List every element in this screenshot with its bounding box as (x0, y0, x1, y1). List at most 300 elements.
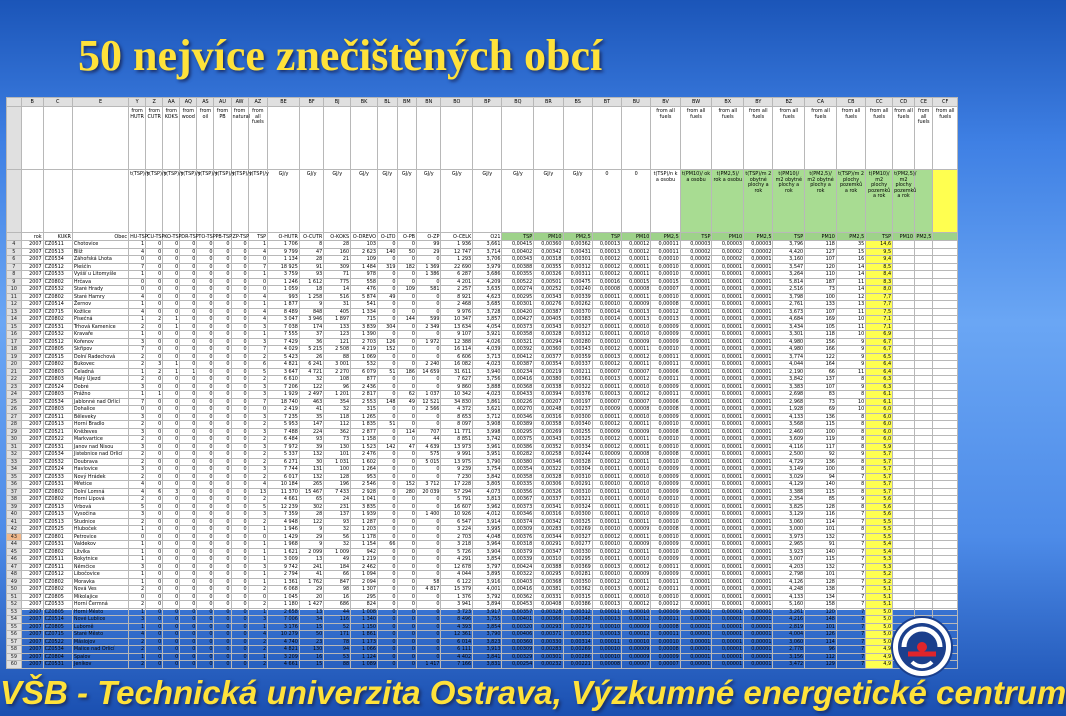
table-cell[interactable] (893, 316, 915, 324)
table-cell[interactable]: 11 (836, 308, 865, 316)
table-cell[interactable]: 62 (397, 391, 417, 399)
table-row[interactable] (7, 413, 958, 421)
table-cell[interactable]: 7,5 (866, 308, 893, 316)
table-cell[interactable]: 152 (397, 481, 417, 489)
table-cell[interactable]: 0,00001 (744, 406, 773, 414)
table-cell[interactable]: 0,00394 (534, 391, 563, 399)
table-cell[interactable]: 0,00337 (534, 496, 563, 504)
table-cell[interactable]: 1 939 (351, 511, 378, 519)
table-cell[interactable]: 0 (180, 638, 197, 646)
table-cell[interactable]: 1 124 (351, 653, 378, 661)
table-cell[interactable] (933, 398, 958, 406)
table-cell[interactable]: 0 (397, 331, 417, 339)
table-cell[interactable]: 0 (214, 248, 231, 256)
table-cell[interactable]: 0,00009 (651, 608, 680, 616)
table-cell[interactable]: 3 835 (351, 503, 378, 511)
table-cell[interactable]: 0 (377, 586, 397, 594)
table-cell[interactable]: 1 069 (351, 353, 378, 361)
column-header[interactable]: AW (231, 98, 248, 107)
table-cell[interactable]: 0 (163, 601, 180, 609)
table-cell[interactable]: 0 (197, 436, 214, 444)
header-cell[interactable] (43, 170, 72, 233)
table-cell[interactable]: 0,00001 (680, 383, 712, 391)
table-cell[interactable]: 2 703 (351, 338, 378, 346)
table-cell[interactable]: 0 (214, 286, 231, 294)
table-cell[interactable]: 847 (324, 578, 351, 586)
table-cell[interactable] (915, 413, 933, 421)
table-cell[interactable]: 2007 (21, 571, 43, 579)
table-cell[interactable]: 0,00252 (534, 286, 563, 294)
column-header[interactable]: BJ (324, 98, 351, 107)
table-cell[interactable]: 0 (180, 278, 197, 286)
table-cell[interactable]: 0,00001 (712, 436, 744, 444)
table-cell[interactable]: 160 (324, 248, 351, 256)
table-cell[interactable]: 0,00001 (712, 428, 744, 436)
table-cell[interactable]: Mikolajice (72, 593, 128, 601)
table-cell[interactable]: 0 (163, 383, 180, 391)
table-cell[interactable]: 2 497 (299, 391, 323, 399)
table-cell[interactable]: 0,00001 (680, 631, 712, 639)
table-cell[interactable]: 0 (417, 608, 441, 616)
table-cell[interactable]: 0,00342 (534, 248, 563, 256)
table-cell[interactable]: CZ0532 (43, 458, 72, 466)
table-cell[interactable]: 3,895 (473, 571, 502, 579)
table-cell[interactable]: CZ0533 (43, 271, 72, 279)
table-cell[interactable]: 6,7 (866, 346, 893, 354)
column-header[interactable]: B (21, 98, 43, 107)
table-cell[interactable]: 0 (377, 646, 397, 654)
table-cell[interactable]: 10 (836, 406, 865, 414)
table-row[interactable] (7, 616, 958, 624)
table-cell[interactable]: 0 (417, 346, 441, 354)
table-cell[interactable]: 0,00011 (651, 563, 680, 571)
header-cell[interactable]: t(PM2,5)/ m2 obytné plochy a rok (805, 170, 837, 233)
table-cell[interactable]: 3,861 (473, 398, 502, 406)
table-cell[interactable]: 0,00011 (622, 256, 651, 264)
table-cell[interactable]: 85 (805, 496, 837, 504)
table-cell[interactable]: 4 393 (441, 623, 473, 631)
table-cell[interactable]: 0,00304 (563, 466, 592, 474)
table-cell[interactable]: 0,00207 (534, 398, 563, 406)
table-cell[interactable]: 0,00300 (563, 413, 592, 421)
table-cell[interactable]: 0,00009 (651, 473, 680, 481)
header-cell[interactable]: PM2,5 (651, 233, 680, 241)
table-cell[interactable]: 0,00348 (563, 616, 592, 624)
row-number[interactable]: 15 (7, 323, 22, 331)
table-cell[interactable]: 463 (299, 398, 323, 406)
table-cell[interactable]: Vrbová (72, 503, 128, 511)
table-cell[interactable]: 3,686 (473, 271, 502, 279)
table-cell[interactable]: 0 (377, 496, 397, 504)
table-cell[interactable]: 0 (417, 638, 441, 646)
table-cell[interactable]: 0 (231, 413, 248, 421)
table-cell[interactable]: 1 (129, 301, 146, 309)
table-cell[interactable]: 0,00001 (680, 331, 712, 339)
table-cell[interactable] (933, 541, 958, 549)
table-cell[interactable] (933, 571, 958, 579)
table-cell[interactable]: 130 (299, 646, 323, 654)
table-cell[interactable]: 2 468 (441, 301, 473, 309)
header-cell[interactable]: rok (21, 233, 43, 241)
table-cell[interactable]: 5,7 (866, 481, 893, 489)
header-cell[interactable]: from all fuels (680, 107, 712, 170)
table-cell[interactable]: 7,7 (866, 301, 893, 309)
table-cell[interactable]: 0,00001 (680, 608, 712, 616)
table-cell[interactable]: 0 (231, 406, 248, 414)
table-cell[interactable]: 0,00295 (502, 293, 534, 301)
table-cell[interactable]: 0 (180, 263, 197, 271)
table-cell[interactable]: Pleščín (72, 263, 128, 271)
table-cell[interactable]: 0,00001 (712, 376, 744, 384)
table-cell[interactable]: 108 (324, 376, 351, 384)
table-cell[interactable]: 3,156 (773, 653, 805, 661)
table-cell[interactable]: 0 (397, 638, 417, 646)
table-cell[interactable]: 4 639 (417, 443, 441, 451)
header-cell[interactable]: t(TSP)/y (129, 170, 146, 233)
table-cell[interactable]: 34 830 (441, 398, 473, 406)
table-cell[interactable]: 0,00281 (563, 571, 592, 579)
table-cell[interactable]: 7 (836, 511, 865, 519)
table-cell[interactable]: 0 (214, 526, 231, 534)
table-cell[interactable]: 28 (299, 511, 323, 519)
table-row[interactable] (7, 383, 958, 391)
table-cell[interactable]: 0,00416 (502, 586, 534, 594)
table-cell[interactable]: CZ0515 (43, 353, 72, 361)
table-cell[interactable]: 3,754 (473, 466, 502, 474)
table-cell[interactable]: 0,00009 (651, 338, 680, 346)
table-cell[interactable] (893, 481, 915, 489)
table-cell[interactable]: 0,00002 (712, 256, 744, 264)
table-cell[interactable]: 0,00011 (622, 443, 651, 451)
table-cell[interactable]: 0 (129, 256, 146, 264)
table-cell[interactable]: 20 039 (417, 488, 441, 496)
row-number[interactable] (7, 170, 22, 233)
table-cell[interactable]: 0,00001 (712, 361, 744, 369)
table-cell[interactable]: 3,790 (473, 458, 502, 466)
table-cell[interactable]: 6 287 (441, 271, 473, 279)
table-cell[interactable]: 0,00014 (592, 316, 621, 324)
table-cell[interactable]: 0,00001 (712, 308, 744, 316)
table-cell[interactable]: 0 (397, 346, 417, 354)
table-cell[interactable]: Záhořská Lhota (72, 256, 128, 264)
table-cell[interactable]: 0 (163, 646, 180, 654)
table-cell[interactable]: 0 (180, 563, 197, 571)
table-cell[interactable] (915, 353, 933, 361)
table-cell[interactable]: 0 (163, 338, 180, 346)
table-cell[interactable]: 3,908 (473, 421, 502, 429)
table-cell[interactable]: 13 (248, 488, 268, 496)
table-cell[interactable]: 0,00015 (651, 278, 680, 286)
column-header[interactable]: CF (933, 98, 958, 107)
table-cell[interactable] (893, 331, 915, 339)
table-cell[interactable]: CZ0532 (43, 331, 72, 339)
header-cell[interactable]: TSP (866, 233, 893, 241)
table-cell[interactable]: 2007 (21, 451, 43, 459)
table-cell[interactable]: Petrovice (72, 533, 128, 541)
table-cell[interactable]: 4 817 (417, 586, 441, 594)
table-row[interactable] (7, 428, 958, 436)
table-cell[interactable]: 0 (180, 286, 197, 294)
table-cell[interactable]: 6 122 (441, 578, 473, 586)
table-cell[interactable]: CZ0801 (43, 533, 72, 541)
table-cell[interactable]: 0 (163, 256, 180, 264)
table-cell[interactable]: 2 240 (417, 361, 441, 369)
table-cell[interactable]: 0,00011 (592, 593, 621, 601)
table-cell[interactable]: 0,00001 (680, 541, 712, 549)
table-cell[interactable]: 0 (146, 458, 163, 466)
table-cell[interactable]: 0 (417, 353, 441, 361)
table-cell[interactable] (933, 526, 958, 534)
table-cell[interactable]: 0,00403 (502, 578, 534, 586)
table-cell[interactable]: 3,854 (473, 556, 502, 564)
table-cell[interactable]: 140 (805, 548, 837, 556)
table-cell[interactable]: 1 417 (417, 661, 441, 669)
table-cell[interactable]: 6,0 (866, 421, 893, 429)
row-number[interactable]: 10 (7, 286, 22, 294)
table-cell[interactable]: 0 (417, 556, 441, 564)
table-cell[interactable]: 0,00001 (712, 548, 744, 556)
table-cell[interactable]: 115 (805, 421, 837, 429)
table-cell[interactable]: 3 (163, 488, 180, 496)
table-cell[interactable]: 2007 (21, 578, 43, 586)
table-cell[interactable]: 0,00001 (744, 413, 773, 421)
header-cell[interactable]: t(TSP)/y (163, 170, 180, 233)
table-cell[interactable]: 0,00001 (744, 481, 773, 489)
table-cell[interactable] (933, 346, 958, 354)
table-cell[interactable]: 3,673 (773, 308, 805, 316)
table-cell[interactable]: 0,00011 (592, 511, 621, 519)
table-cell[interactable]: 5,6 (866, 503, 893, 511)
header-cell[interactable]: O21 (473, 233, 502, 241)
table-cell[interactable]: 39 (299, 443, 323, 451)
table-cell[interactable]: CZ0513 (43, 511, 72, 519)
table-cell[interactable]: 0,00003 (680, 241, 712, 249)
table-cell[interactable]: 0,00012 (622, 563, 651, 571)
table-cell[interactable]: 0,00328 (534, 473, 563, 481)
table-cell[interactable]: 4,073 (473, 488, 502, 496)
table-cell[interactable]: 2,500 (773, 451, 805, 459)
table-cell[interactable]: 3,007 (773, 556, 805, 564)
header-cell[interactable]: GJ/y (268, 170, 300, 233)
table-cell[interactable]: Staré Hamry (72, 293, 128, 301)
table-cell[interactable]: Horní Čermná (72, 601, 128, 609)
table-cell[interactable]: 0 (180, 466, 197, 474)
table-cell[interactable]: Staré Hrady (72, 286, 128, 294)
table-cell[interactable]: 71 (324, 271, 351, 279)
table-cell[interactable]: 0,00427 (502, 316, 534, 324)
table-cell[interactable]: 0 (146, 466, 163, 474)
table-cell[interactable]: 0 (377, 301, 397, 309)
table-cell[interactable] (893, 406, 915, 414)
table-cell[interactable]: 0 (197, 503, 214, 511)
table-cell[interactable]: Nový Hrádek (72, 473, 128, 481)
table-cell[interactable]: 0 (377, 473, 397, 481)
row-number[interactable]: 5 (7, 248, 22, 256)
table-cell[interactable]: 0 (163, 293, 180, 301)
table-cell[interactable]: 0,00234 (502, 368, 534, 376)
table-cell[interactable]: 0,00362 (502, 593, 534, 601)
table-cell[interactable] (915, 428, 933, 436)
table-cell[interactable]: 0 (377, 653, 397, 661)
table-cell[interactable]: 44 (324, 608, 351, 616)
table-cell[interactable] (915, 601, 933, 609)
table-cell[interactable]: 0,00352 (563, 631, 592, 639)
table-cell[interactable]: 0,00001 (744, 608, 773, 616)
table-cell[interactable]: 4,9 (866, 646, 893, 654)
table-cell[interactable] (915, 563, 933, 571)
table-cell[interactable]: 0 (377, 376, 397, 384)
table-cell[interactable]: 0,00001 (712, 578, 744, 586)
header-cell[interactable] (563, 107, 592, 170)
table-cell[interactable]: 0 (146, 541, 163, 549)
table-cell[interactable]: 4 044 (441, 571, 473, 579)
table-cell[interactable]: 0 (377, 256, 397, 264)
table-cell[interactable] (893, 353, 915, 361)
header-cell[interactable]: GJ/y (417, 170, 441, 233)
table-cell[interactable]: 4,048 (473, 533, 502, 541)
row-number[interactable]: 21 (7, 368, 22, 376)
table-cell[interactable]: 0,00387 (502, 361, 534, 369)
table-cell[interactable]: 0 (214, 631, 231, 639)
table-cell[interactable]: 0,00312 (563, 608, 592, 616)
header-cell[interactable] (299, 107, 323, 170)
table-cell[interactable]: 0 (397, 323, 417, 331)
table-cell[interactable]: 0 (377, 533, 397, 541)
table-cell[interactable]: 0,00001 (712, 458, 744, 466)
table-cell[interactable]: 4,9 (866, 661, 893, 669)
table-cell[interactable]: 0,00010 (622, 511, 651, 519)
table-cell[interactable]: CZ0512 (43, 263, 72, 271)
table-cell[interactable]: 0 (146, 571, 163, 579)
table-cell[interactable]: 0,00009 (651, 511, 680, 519)
table-cell[interactable]: 15 (299, 623, 323, 631)
table-cell[interactable]: 0 (377, 571, 397, 579)
table-cell[interactable]: 0,00010 (651, 638, 680, 646)
table-cell[interactable]: 0,00011 (592, 488, 621, 496)
table-cell[interactable]: 0,00009 (651, 383, 680, 391)
table-cell[interactable]: CZ0802 (43, 316, 72, 324)
table-cell[interactable]: 5,1 (866, 593, 893, 601)
table-cell[interactable]: 0 (231, 593, 248, 601)
table-cell[interactable]: 0 (214, 383, 231, 391)
table-cell[interactable]: 2 (129, 451, 146, 459)
table-cell[interactable]: 2 (248, 451, 268, 459)
table-cell[interactable]: 0,00010 (651, 533, 680, 541)
table-cell[interactable]: 0 (214, 323, 231, 331)
table-row[interactable] (7, 361, 958, 369)
table-cell[interactable]: 0,00013 (622, 308, 651, 316)
table-cell[interactable]: 10 184 (268, 481, 300, 489)
column-header[interactable]: BZ (773, 98, 805, 107)
table-cell[interactable]: 0,00009 (592, 406, 621, 414)
table-cell[interactable]: 5,7 (866, 488, 893, 496)
table-cell[interactable]: 8 (836, 421, 865, 429)
table-cell[interactable] (933, 436, 958, 444)
header-cell[interactable]: PM2,5 (916, 233, 932, 240)
row-number[interactable]: 7 (7, 263, 22, 271)
table-cell[interactable]: 2007 (21, 383, 43, 391)
table-cell[interactable]: 0 (197, 518, 214, 526)
table-cell[interactable]: 0 (146, 481, 163, 489)
table-cell[interactable]: 7 206 (268, 383, 300, 391)
table-cell[interactable]: 3 (248, 391, 268, 399)
table-cell[interactable] (893, 466, 915, 474)
table-cell[interactable]: CZ0511 (43, 563, 72, 571)
header-cell[interactable]: from oil (197, 107, 214, 170)
table-cell[interactable] (893, 511, 915, 519)
table-cell[interactable]: 3 712 (417, 481, 441, 489)
table-cell[interactable]: 0,00001 (680, 443, 712, 451)
table-cell[interactable] (893, 443, 915, 451)
table-cell[interactable]: 319 (377, 263, 397, 271)
table-cell[interactable]: 0 (397, 458, 417, 466)
table-cell[interactable]: 0 (214, 263, 231, 271)
table-cell[interactable]: 0 (146, 301, 163, 309)
table-cell[interactable]: 0 (377, 278, 397, 286)
table-cell[interactable]: 5,2 (866, 571, 893, 579)
table-cell[interactable]: 2007 (21, 533, 43, 541)
table-cell[interactable]: 0 (163, 661, 180, 669)
table-cell[interactable] (915, 263, 933, 271)
table-cell[interactable]: 1 059 (268, 286, 300, 294)
table-cell[interactable]: 3,979 (473, 263, 502, 271)
table-cell[interactable]: 0 (163, 301, 180, 309)
table-cell[interactable]: 0 (180, 346, 197, 354)
table-cell[interactable] (933, 473, 958, 481)
table-cell[interactable]: 541 (351, 301, 378, 309)
header-cell[interactable]: PM10 (805, 233, 837, 241)
table-cell[interactable]: 0,00001 (680, 338, 712, 346)
table-cell[interactable]: 0 (214, 376, 231, 384)
table-cell[interactable]: 5,9 (866, 443, 893, 451)
table-cell[interactable]: 0,00010 (622, 331, 651, 339)
table-cell[interactable]: 3 (129, 616, 146, 624)
table-cell[interactable]: 0,00358 (534, 421, 563, 429)
table-cell[interactable]: 1 (129, 571, 146, 579)
header-cell[interactable]: PM10 (893, 233, 915, 241)
table-cell[interactable]: 52 (324, 623, 351, 631)
table-cell[interactable]: 0 (180, 241, 197, 249)
row-number[interactable]: 36 (7, 481, 22, 489)
table-cell[interactable]: 0 (214, 316, 231, 324)
table-cell[interactable] (915, 376, 933, 384)
table-row[interactable] (7, 563, 958, 571)
header-cell[interactable]: TSP (592, 233, 621, 241)
table-cell[interactable]: 2 817 (351, 391, 378, 399)
table-cell[interactable]: 0 (146, 533, 163, 541)
table-cell[interactable]: 0 (377, 331, 397, 339)
table-cell[interactable]: 169 (805, 316, 837, 324)
table-cell[interactable]: 0,00001 (744, 578, 773, 586)
table-cell[interactable]: 3,790 (473, 631, 502, 639)
table-cell[interactable]: 0 (180, 383, 197, 391)
table-cell[interactable] (933, 451, 958, 459)
table-cell[interactable]: 0,00001 (744, 496, 773, 504)
table-cell[interactable]: 116 (805, 511, 837, 519)
table-cell[interactable]: Spalov (72, 653, 128, 661)
table-cell[interactable]: 0,00002 (712, 248, 744, 256)
column-header[interactable]: BK (351, 98, 378, 107)
table-cell[interactable]: 9 (836, 338, 865, 346)
table-cell[interactable]: 12 747 (441, 248, 473, 256)
table-cell[interactable]: 0 (163, 631, 180, 639)
row-number[interactable]: 4 (7, 241, 22, 249)
table-cell[interactable]: 0,00001 (680, 511, 712, 519)
table-cell[interactable]: 0,00001 (712, 571, 744, 579)
table-cell[interactable]: 0,00013 (592, 248, 621, 256)
table-cell[interactable]: Rokytnice (72, 556, 128, 564)
table-cell[interactable]: 9 (299, 301, 323, 309)
